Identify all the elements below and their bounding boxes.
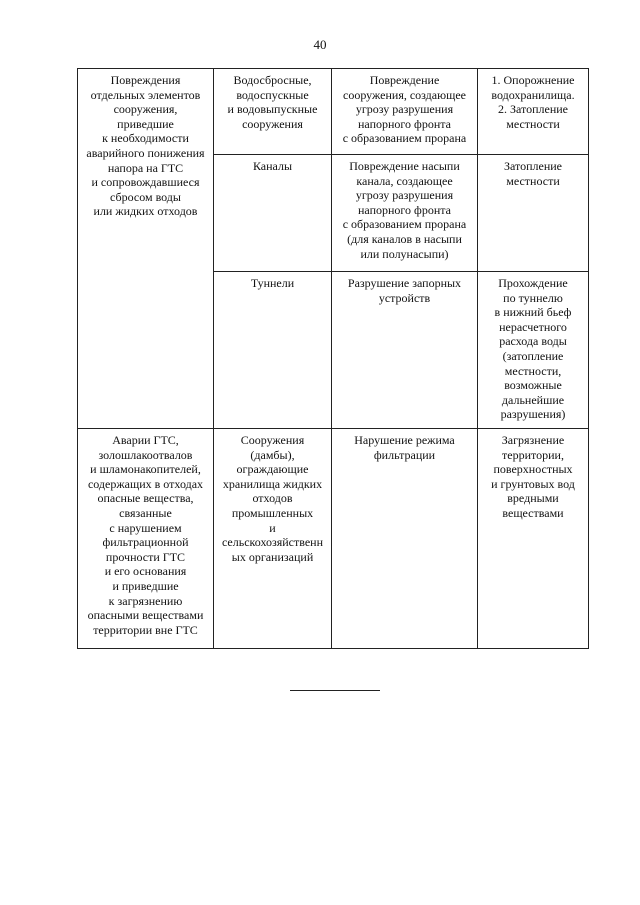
table-row	[78, 429, 589, 649]
damage-description-cell: Повреждение насыпи канала, создающее угрозу разрушения напорного фронта с образованием прорана (для каналов в насыпи или полунасыпи)	[332, 155, 478, 272]
structure-type-cell: Туннели	[214, 272, 332, 429]
consequence-cell: Загрязнение территории, поверхностных и грунтовых вод вредными веществами	[478, 429, 589, 649]
consequence-cell: Прохождение по туннелю в нижний бьеф нерасчетного расхода воды (затопление местности, возможные дальнейшие разрушения)	[478, 272, 589, 429]
structure-type-cell: Сооружения (дамбы), ограждающие хранилища жидких отходов промышленных и сельскохозяйственн ых организаций	[214, 429, 332, 649]
damage-description-cell: Повреждение сооружения, создающее угрозу разрушения напорного фронта с образованием прорана	[332, 69, 478, 155]
accident-cause-cell: Аварии ГТС, золошлакоотвалов и шламонакопителей, содержащих в отходах опасные вещества, связанные с нарушением фильтрационной прочности ГТС и его основания и приведшие к загрязнению опасными веществами территории вне ГТС	[78, 429, 214, 649]
damage-description-cell: Разрушение запорных устройств	[332, 272, 478, 429]
consequence-cell: 1. Опорожнение водохранилища. 2. Затопление местности	[478, 69, 589, 155]
structure-type-cell: Водосбросные, водоспускные и водовыпускные сооружения	[214, 69, 332, 155]
accident-cause-cell: Повреждения отдельных элементов сооружения, приведшие к необходимости аварийного понижения напора на ГТС и сопровождавшиеся сбросом воды или жидких отходов	[78, 69, 214, 429]
table-row	[78, 69, 589, 155]
damage-description-cell: Нарушение режима фильтрации	[332, 429, 478, 649]
consequence-cell: Затопление местности	[478, 155, 589, 272]
end-divider-line	[290, 690, 380, 691]
accident-types-table	[77, 68, 589, 649]
structure-type-cell: Каналы	[214, 155, 332, 272]
page-number: 40	[313, 37, 327, 52]
